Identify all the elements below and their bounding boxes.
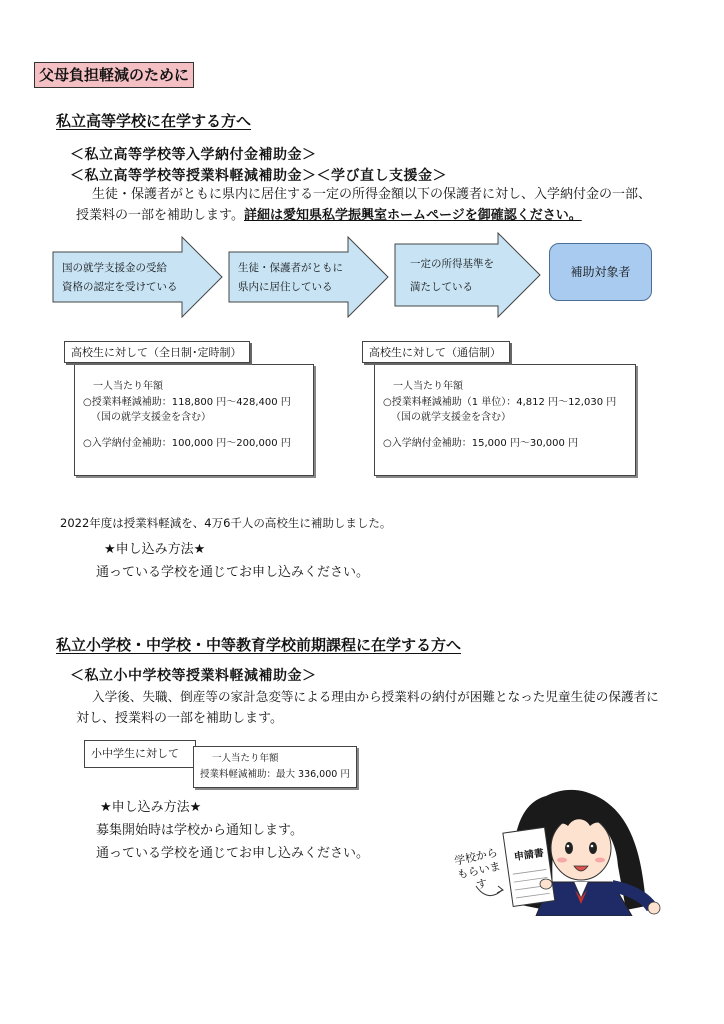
flow-step-2-line2: 県内に居住している xyxy=(238,281,333,293)
fulltime-per-person: 一人当たり年額 xyxy=(93,381,163,392)
correspondence-tuition: ○授業料軽減補助（1 単位）：4,812 円～12,030 円 xyxy=(383,396,617,408)
speech-text: 学校から もらいます xyxy=(453,845,502,892)
page-title: 父母負担軽減のために xyxy=(34,62,194,88)
hs-apply-heading: ★申し込み方法★ xyxy=(104,542,206,557)
flow-step-3-line1: 一定の所得基準を xyxy=(410,258,494,270)
fulltime-tab: 高校生に対して（全日制･定時制） xyxy=(64,341,250,363)
high-school-desc-line2 xyxy=(76,205,582,227)
entrance-subsidy-title: ＜私立高等学校等入学納付金補助金＞ xyxy=(70,147,317,163)
details-link[interactable]: 詳細は愛知県私学振興室ホームページを御確認ください。 xyxy=(243,208,582,223)
hs-apply-text: 通っている学校を通じてお申し込みください。 xyxy=(96,565,370,580)
high-school-heading: 私立高等学校に在学する方へ xyxy=(56,112,252,130)
flow-step-2-line1: 生徒・保護者がともに xyxy=(238,262,343,274)
correspondence-entrance: ○入学納付金補助：15,000 円～30,000 円 xyxy=(383,437,579,449)
elementary-info-box xyxy=(193,746,357,788)
elem-apply-heading: ★申し込み方法★ xyxy=(100,800,202,815)
flow-step-3-line2: 満たしている xyxy=(410,281,473,293)
elementary-desc-line2: 対し、授業料の一部を補助します。 xyxy=(76,711,283,726)
elementary-amount: 授業料軽減補助：最大 336,000 円 xyxy=(200,769,350,780)
elem-apply-text2: 通っている学校を通じてお申し込みください。 xyxy=(96,846,370,861)
flow-step-1-line1: 国の就学支援金の受給 xyxy=(62,262,167,274)
correspondence-tuition-note: （国の就学支援金を含む） xyxy=(391,412,511,423)
flow-step-3 xyxy=(410,255,494,297)
correspondence-info-box xyxy=(374,364,636,476)
flow-step-2 xyxy=(238,259,343,297)
target-recipients-box: 補助対象者 xyxy=(549,243,652,301)
correspondence-tab: 高校生に対して（通信制） xyxy=(362,341,510,363)
elementary-per-person: 一人当たり年額 xyxy=(212,753,279,764)
elementary-subsidy-title: ＜私立小中学校等授業料軽減補助金＞ xyxy=(70,668,317,684)
fulltime-entrance: ○入学納付金補助：100,000 円～200,000 円 xyxy=(83,437,291,449)
elementary-desc-line1: 入学後、失職、倒産等の家計急変等による理由から授業料の納付が困難となった児童生徒の保護者に xyxy=(92,689,659,704)
form-label: 申請書 xyxy=(513,847,545,864)
elementary-heading: 私立小学校・中学校・中等教育学校前期課程に在学する方へ xyxy=(56,636,462,654)
flow-step-1-line2: 資格の認定を受けている xyxy=(62,281,178,293)
fulltime-info-box xyxy=(74,364,314,476)
high-school-desc-line1: 生徒・保護者がともに県内に居住する一定の所得金額以下の保護者に対し、入学納付金の一部、 xyxy=(92,187,652,202)
fulltime-tuition: ○授業料軽減補助：118,800 円～428,400 円 xyxy=(83,396,291,408)
fulltime-tuition-note: （国の就学支援金を含む） xyxy=(91,412,211,423)
correspondence-per-person: 一人当たり年額 xyxy=(393,381,463,392)
elem-apply-text1: 募集開始時は学校から通知します。 xyxy=(96,823,303,838)
elementary-tab: 小中学生に対して xyxy=(84,740,196,768)
tuition-subsidy-title: ＜私立高等学校等授業料軽減補助金＞＜学び直し支援金＞ xyxy=(70,168,447,184)
note-2022: 2022年度は授業料軽減を、4万6千人の高校生に補助しました。 xyxy=(60,516,392,530)
desc-plain: 授業料の一部を補助します。 xyxy=(76,208,244,223)
flow-step-1 xyxy=(62,259,178,297)
